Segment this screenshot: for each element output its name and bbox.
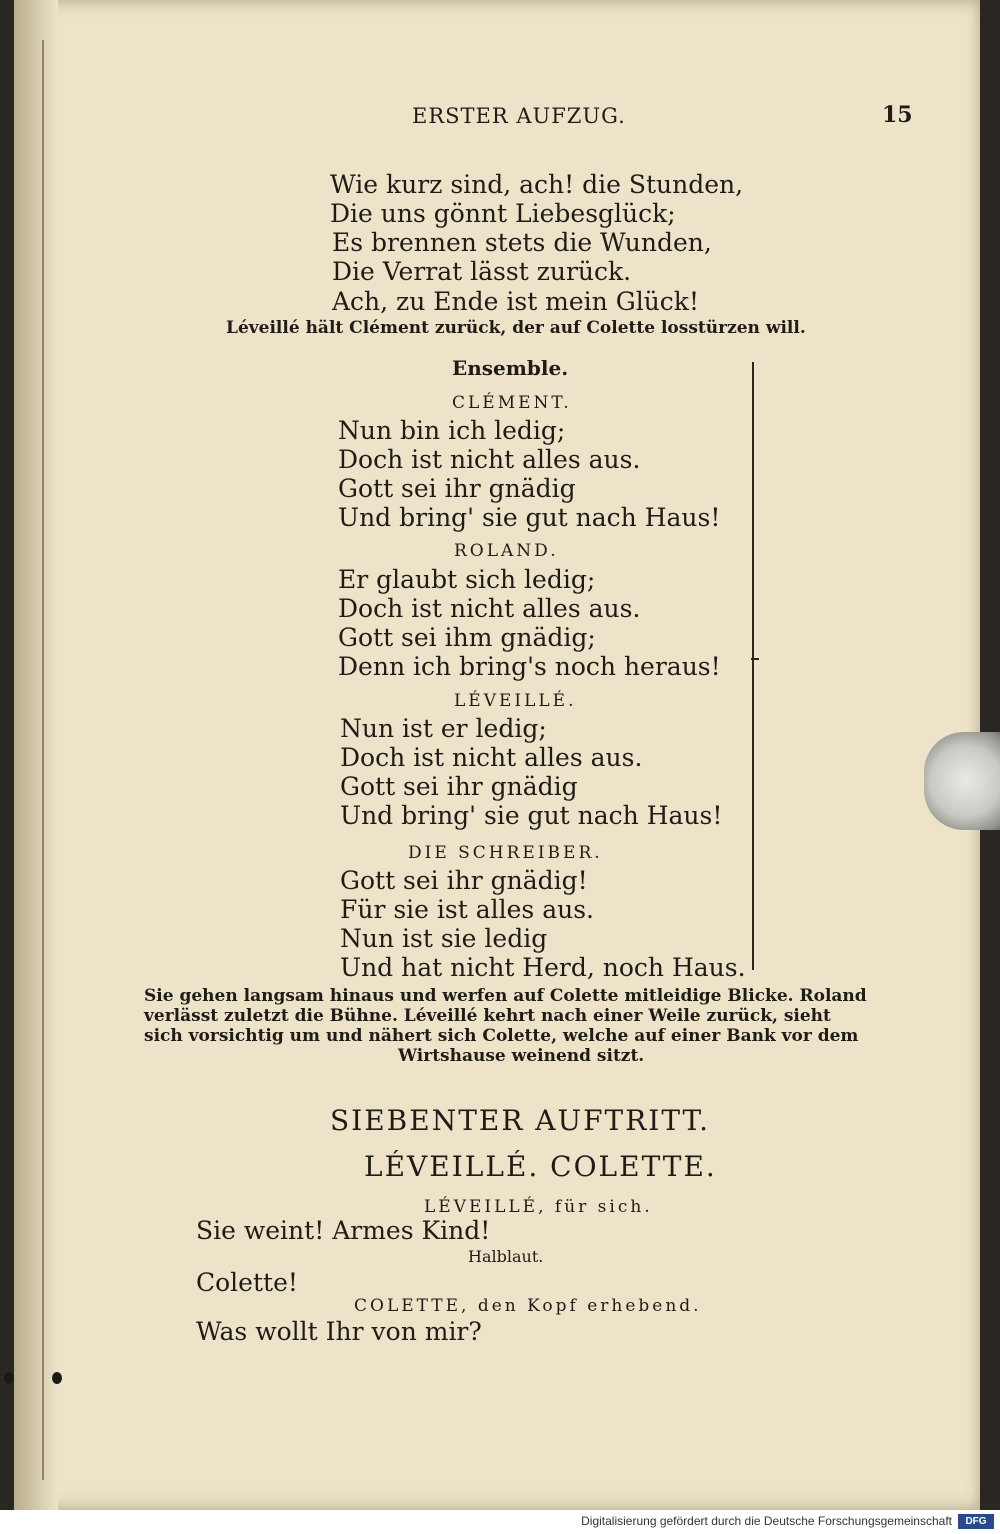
ensemble-brace (742, 362, 754, 970)
stage-direction: sich vorsichtig um und nähert sich Colette, welche auf einer Bank vor dem (144, 1026, 859, 1046)
verse-line: Nun bin ich ledig; (338, 416, 566, 445)
stage-direction: Wirtshause weinend sitzt. (398, 1046, 645, 1066)
verse-line: Doch ist nicht alles aus. (338, 445, 641, 474)
binding-hole (52, 1372, 62, 1384)
verse-line: Die Verrat lässt zurück. (332, 257, 632, 286)
verse-line: Doch ist nicht alles aus. (340, 743, 643, 772)
ensemble-brace-tip (751, 658, 759, 660)
verse-line: Gott sei ihr gnädig (338, 474, 576, 503)
speaker-name: CLÉMENT. (452, 393, 572, 413)
verse-line: Die uns gönnt Liebesglück; (330, 199, 676, 228)
verse-line: Und bring' sie gut nach Haus! (338, 503, 721, 532)
verse-line: Gott sei ihm gnädig; (338, 623, 596, 652)
verse-line: Nun ist sie ledig (340, 924, 548, 953)
verse-line: Für sie ist alles aus. (340, 895, 594, 924)
speaker-name: DIE SCHREIBER. (408, 843, 603, 863)
stage-direction: verlässt zuletzt die Bühne. Léveillé kehrt nach einer Weile zurück, sieht (144, 1006, 831, 1026)
running-head: ERSTER AUFZUG. (412, 104, 626, 128)
dialogue-line: Was wollt Ihr von mir? (196, 1317, 482, 1346)
verse-line: Ach, zu Ende ist mein Glück! (332, 287, 699, 316)
scene-title: SIEBENTER AUFTRITT. (330, 1104, 711, 1137)
dialogue-line: Colette! (196, 1268, 298, 1297)
stage-aside: Halblaut. (468, 1247, 544, 1266)
stage-direction: Léveillé hält Clément zurück, der auf Colette losstürzen will. (226, 318, 806, 338)
verse-line: Und hat nicht Herd, noch Haus. (340, 953, 746, 982)
speaker-name: ROLAND. (454, 541, 559, 561)
verse-line: Und bring' sie gut nach Haus! (340, 801, 723, 830)
ensemble-heading: Ensemble. (452, 356, 569, 380)
verse-line: Gott sei ihr gnädig (340, 772, 578, 801)
verse-line: Nun ist er ledig; (340, 714, 547, 743)
speaker-name: COLETTE, den Kopf erhebend. (354, 1296, 702, 1316)
verse-line: Er glaubt sich ledig; (338, 565, 596, 594)
dialogue-line: Sie weint! Armes Kind! (196, 1216, 491, 1245)
footer-bar (0, 1510, 1000, 1534)
binding-line (42, 40, 44, 1480)
verse-line: Es brennen stets die Wunden, (332, 228, 712, 257)
stage-direction: Sie gehen langsam hinaus und werfen auf Colette mitleidige Blicke. Roland (144, 986, 867, 1006)
verse-line: Doch ist nicht alles aus. (338, 594, 641, 623)
page-clip (924, 732, 1000, 830)
page-number: 15 (882, 102, 913, 128)
speaker-name: LÉVEILLÉ. (454, 691, 577, 711)
binding-hole (4, 1372, 14, 1384)
footer-credit: Digitalisierung gefördert durch die Deutsche Forschungsgemeinschaft (581, 1514, 952, 1528)
verse-line: Gott sei ihr gnädig! (340, 866, 588, 895)
verse-line: Denn ich bring's noch heraus! (338, 652, 721, 681)
dfg-logo: DFG (958, 1514, 994, 1529)
speaker-name: LÉVEILLÉ, für sich. (424, 1197, 653, 1217)
page-gutter (14, 0, 58, 1510)
verse-line: Wie kurz sind, ach! die Stunden, (330, 170, 744, 199)
scene-characters: LÉVEILLÉ. COLETTE. (364, 1150, 717, 1183)
